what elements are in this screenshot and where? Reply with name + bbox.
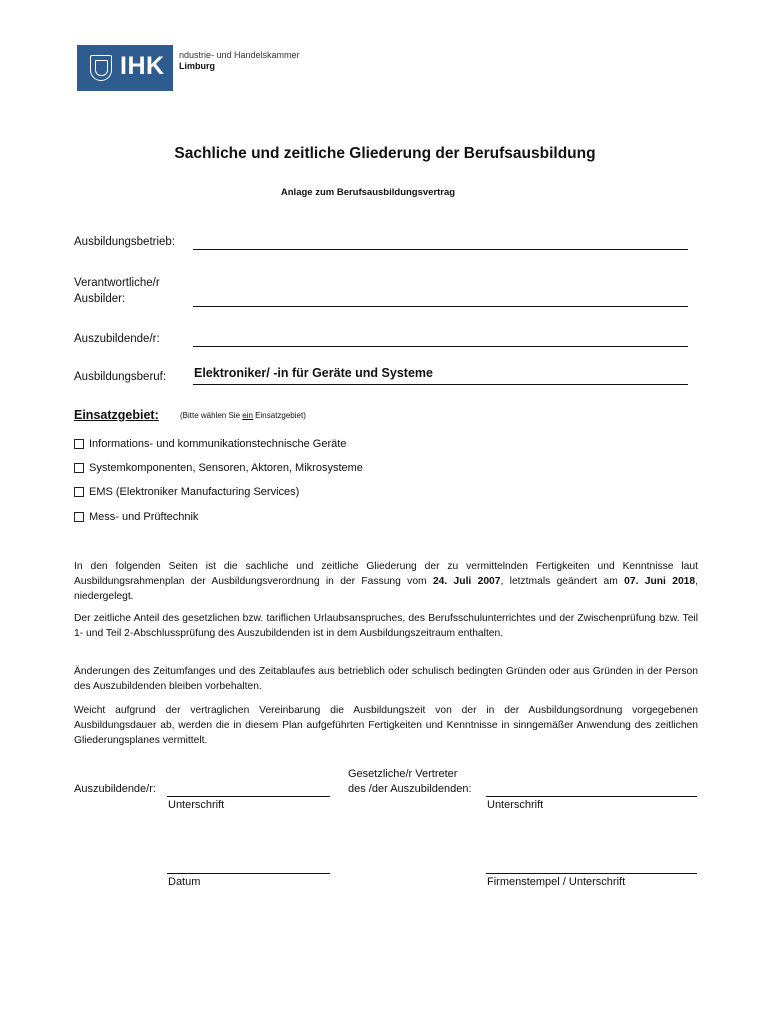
page-subtitle: Anlage zum Berufsausbildungsvertrag xyxy=(280,187,456,198)
option-label: EMS (Elektroniker Manufacturing Services) xyxy=(89,486,300,498)
logo-city: Limburg xyxy=(179,61,215,71)
firmenstempel-line[interactable] xyxy=(486,873,697,874)
betrieb-label: Ausbildungsbetrieb: xyxy=(74,236,176,248)
ausbilder-label-line1: Verantwortliche/r xyxy=(74,277,160,289)
option-messtechnik[interactable] xyxy=(74,511,198,523)
option-label: Mess- und Prüftechnik xyxy=(89,511,199,523)
paragraph-gliederung: In den folgenden Seiten ist die sachliche und zeitliche Gliederung der zu vermittelnden Fertigkeiten und Kenntnisse laut Ausbildungsrahmenplan der Ausbildungsverordnung in der Fassung vom 24. Juli 2007, letztmals geändert am 07. Juni 2018, niedergelegt. xyxy=(74,561,699,602)
signature-vertreter-line[interactable] xyxy=(486,796,697,797)
paragraph-ausbildungszeit: Weicht aufgrund der vertraglichen Vereinbarung die Ausbildungszeit von der in der Ausbildungsordnung vorgegebenen Ausbildungsdauer ab, werden die in diesem Plan aufgeführten Fertigkeiten und Kenntnisse in sinngemäßer Anwendung des zeitlichen Gliederungsplanes vermittelt. xyxy=(74,705,698,746)
date-line[interactable] xyxy=(167,873,330,874)
signature-azubi-line[interactable] xyxy=(167,796,330,797)
azubi-field[interactable] xyxy=(193,346,688,347)
beruf-field[interactable] xyxy=(193,384,688,385)
signature-vertreter-caption: Unterschrift xyxy=(487,799,544,811)
coat-of-arms-icon xyxy=(90,55,112,81)
signature-vertreter-label-line1: Gesetzliche/r Vertreter xyxy=(348,768,458,780)
option-ems[interactable] xyxy=(74,486,299,498)
ausbilder-field[interactable] xyxy=(193,306,688,307)
ihk-logo xyxy=(77,45,173,91)
signature-azubi-caption: Unterschrift xyxy=(168,799,225,811)
signature-vertreter-label-line2: des /der Auszubildenden: xyxy=(348,783,472,795)
paragraph-zeitlicher-anteil: Der zeitliche Anteil des gesetzlichen bzw. tariflichen Urlaubsanspruches, des Berufsschulunterrichtes und der Zwischenprüfung bzw. Teil 1- und Teil 2-Abschlussprüfung des Auszubildenden ist in dem Ausbildungszeitraum enthalten. xyxy=(74,613,698,639)
date-caption: Datum xyxy=(168,876,201,888)
checkbox[interactable] xyxy=(74,439,84,449)
logo-chamber-name: ndustrie- und Handelskammer xyxy=(179,50,300,60)
betrieb-field[interactable] xyxy=(193,249,688,250)
ausbilder-label-line2: Ausbilder: xyxy=(74,293,126,305)
firmenstempel-caption: Firmenstempel / Unterschrift xyxy=(487,876,626,888)
checkbox[interactable] xyxy=(74,487,84,497)
checkbox[interactable] xyxy=(74,463,84,473)
option-label: Systemkomponenten, Sensoren, Aktoren, Mikrosysteme xyxy=(89,462,363,474)
azubi-label: Auszubildende/r: xyxy=(74,333,160,345)
beruf-value: Elektroniker/ -in für Geräte und Systeme xyxy=(194,366,433,380)
checkbox[interactable] xyxy=(74,512,84,522)
einsatzgebiet-heading: Einsatzgebiet: xyxy=(74,408,159,422)
option-informationstechnik[interactable] xyxy=(74,438,346,450)
signature-azubi-label: Auszubildende/r: xyxy=(74,783,156,795)
option-systemkomponenten[interactable] xyxy=(74,462,363,474)
paragraph-aenderungen: Änderungen des Zeitumfanges und des Zeitablaufes aus betrieblich oder schulisch bedingten Gründen oder aus Gründen in der Person des Auszubildenden bleiben vorbehalten. xyxy=(74,666,698,692)
einsatzgebiet-hint: (Bitte wählen Sie ein Einsatzgebiet) xyxy=(180,411,306,420)
page-title: Sachliche und zeitliche Gliederung der Berufsausbildung xyxy=(174,145,596,162)
beruf-label: Ausbildungsberuf: xyxy=(74,371,167,383)
logo-brand: IHK xyxy=(120,52,165,80)
option-label: Informations- und kommunikationstechnische Geräte xyxy=(89,438,347,450)
